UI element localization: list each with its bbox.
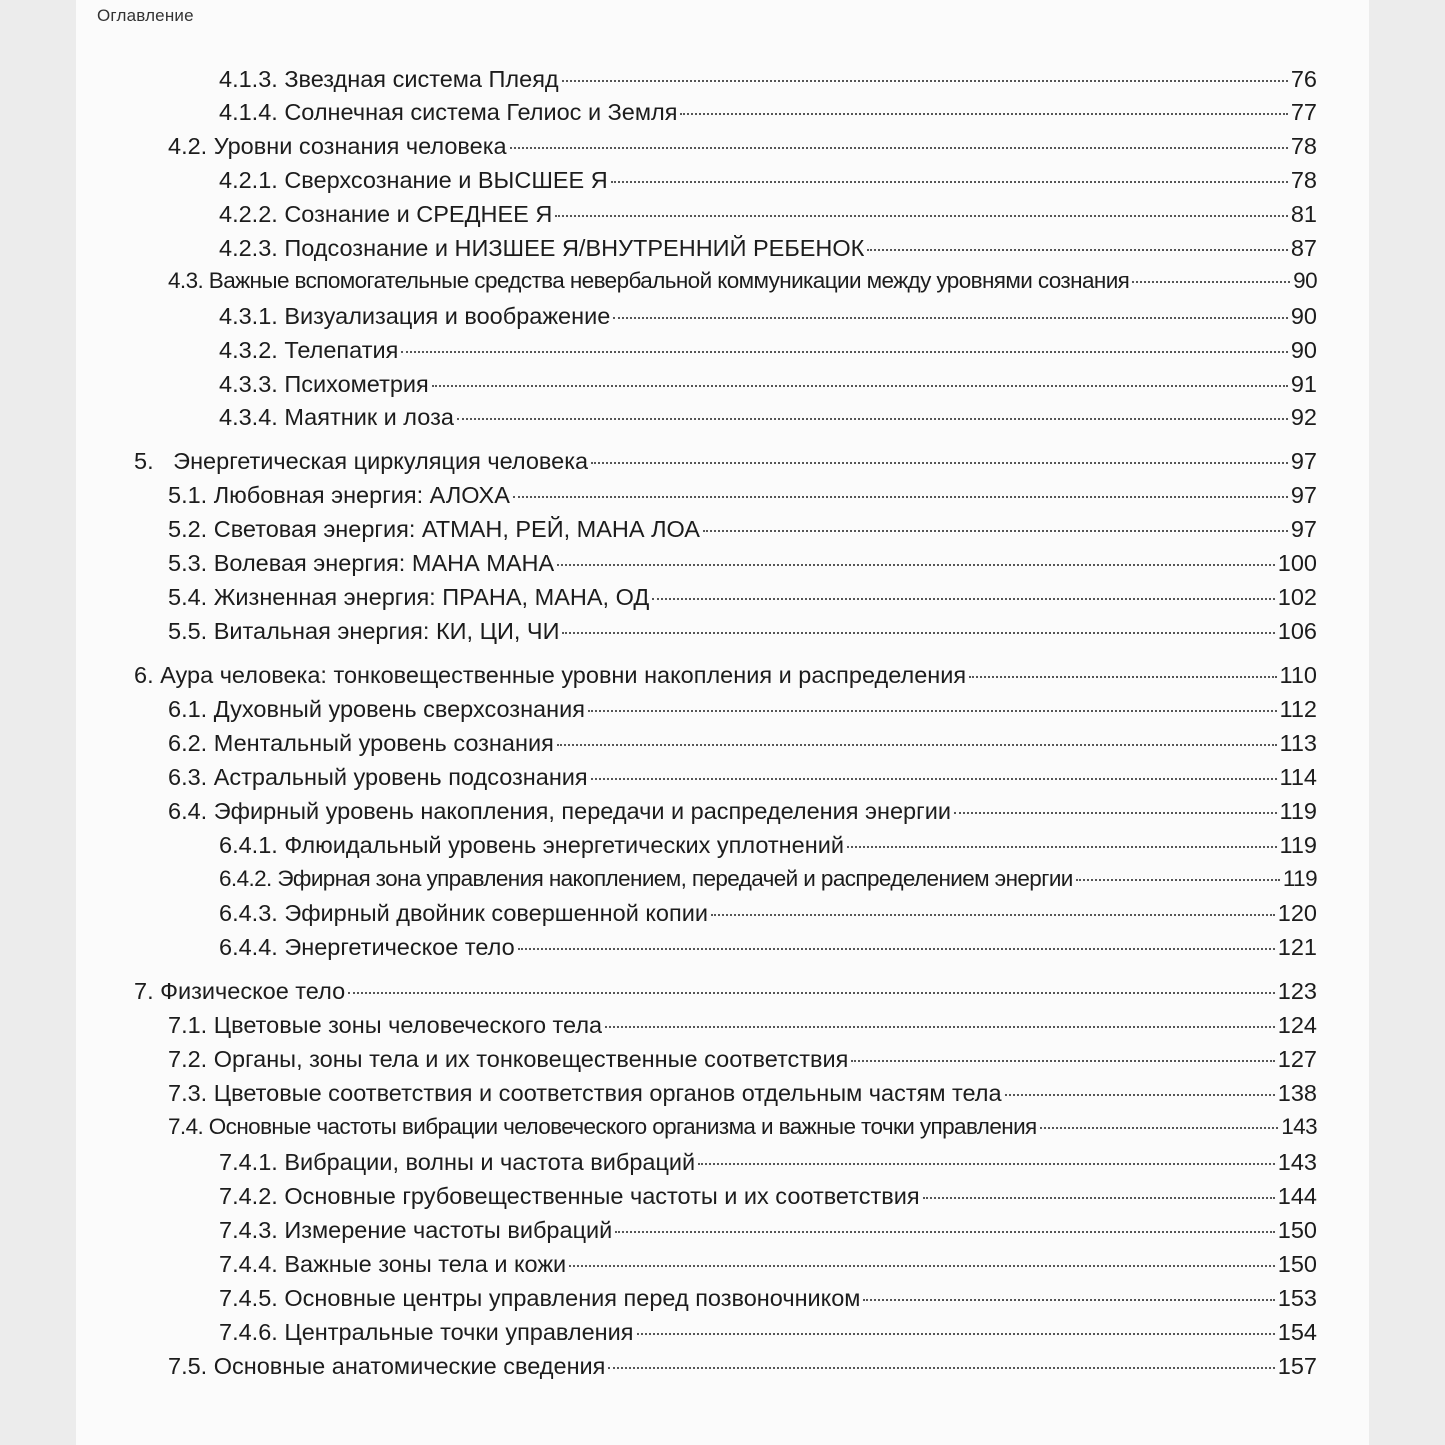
dot-leader: [1040, 1126, 1279, 1129]
toc-entry-title: 6.2. Ментальный уровень сознания: [168, 730, 554, 756]
dot-leader: [711, 913, 1275, 916]
toc-entry-title: 7.4.4. Важные зоны тела и кожи: [219, 1251, 567, 1277]
dot-leader: [348, 991, 1275, 994]
toc-entry: [219, 96, 1317, 128]
toc-entry: [168, 130, 1317, 162]
toc-entry: [168, 1009, 1317, 1041]
toc-entry: [168, 727, 1317, 759]
toc-entry-title: 4.3.4. Маятник и лоза: [219, 404, 454, 430]
toc-entry: [219, 164, 1317, 196]
toc-entry-page: 121: [1277, 934, 1317, 960]
toc-entry-page: 92: [1290, 404, 1317, 430]
dot-leader: [605, 1025, 1275, 1028]
toc-entry-title: 7.4.2. Основные грубовещественные частоты и их соответствия: [219, 1183, 920, 1209]
toc-entry-title: 7.2. Органы, зоны тела и их тонковещественные соответствия: [168, 1046, 849, 1072]
toc-entry-page: 154: [1277, 1319, 1317, 1345]
dot-leader: [562, 631, 1274, 634]
dot-leader: [401, 350, 1288, 353]
toc-entry-page: 157: [1277, 1353, 1317, 1379]
toc-entry-page: 119: [1279, 798, 1317, 824]
dot-leader: [615, 1230, 1275, 1233]
toc-entry-title: 7.4.6. Центральные точки управления: [219, 1319, 634, 1345]
toc-entry: [168, 513, 1317, 545]
toc-entry: [219, 1248, 1317, 1280]
toc-entry-page: 153: [1277, 1285, 1317, 1311]
dot-leader: [510, 146, 1288, 149]
toc-entry: [168, 1077, 1317, 1109]
toc-entry-page: 90: [1290, 303, 1317, 329]
toc-entry-page: 97: [1290, 448, 1317, 474]
toc-entry-page: 102: [1277, 584, 1317, 610]
dot-leader: [680, 112, 1287, 115]
toc-entry-title: 4.3.3. Психометрия: [219, 371, 429, 397]
dot-leader: [698, 1162, 1275, 1165]
toc-entry-title: 6.4. Эфирный уровень накопления, передачи и распределения энергии: [168, 798, 951, 824]
toc-entry-title: 6.4.3. Эфирный двойник совершенной копии: [219, 900, 708, 926]
toc-entry-page: 76: [1290, 66, 1317, 92]
toc-entry: [219, 368, 1317, 400]
toc-entry: [219, 829, 1317, 861]
toc-entry: [219, 300, 1317, 332]
toc-entry-page: 81: [1290, 201, 1317, 227]
toc-entry-title: 4.3. Важные вспомогательные средства невербальной коммуникации между уровнями сознания: [168, 268, 1130, 293]
dot-leader: [954, 811, 1277, 814]
dot-leader: [637, 1332, 1275, 1335]
toc-entry-title: 6.4.2. Эфирная зона управления накоплением, передачей и распределением энергии: [219, 866, 1073, 891]
toc-entry-page: 87: [1290, 235, 1317, 261]
toc-entry-title: 5. Энергетическая циркуляция человека: [134, 448, 589, 474]
toc-entry-title: 7. Физическое тело: [134, 978, 346, 1004]
toc-entry-page: 78: [1290, 167, 1317, 193]
toc-entry-title: 5.2. Световая энергия: АТМАН, РЕЙ, МАНА ЛОА: [168, 516, 700, 542]
toc-entry-page: 91: [1290, 371, 1317, 397]
toc-entry: [219, 334, 1317, 366]
toc-entry-page: 119: [1282, 866, 1317, 891]
dot-leader: [608, 1366, 1274, 1369]
toc-entry: [219, 63, 1317, 95]
toc-entry-page: 150: [1277, 1217, 1317, 1243]
toc-entry-title: 7.4. Основные частоты вибрации человеческого организма и важные точки управления: [168, 1114, 1037, 1139]
toc-entry: [168, 1043, 1317, 1075]
dot-leader: [518, 947, 1275, 950]
dot-leader: [557, 563, 1275, 566]
dot-leader: [923, 1196, 1275, 1199]
toc-entry-page: 77: [1290, 99, 1317, 125]
dot-leader: [611, 180, 1288, 183]
dot-leader: [569, 1264, 1275, 1267]
toc-entry: [219, 863, 1317, 895]
toc-entry-title: 5.4. Жизненная энергия: ПРАНА, МАНА, ОД: [168, 584, 650, 610]
dot-leader: [588, 709, 1277, 712]
toc-entry-title: 6.4.4. Энергетическое тело: [219, 934, 515, 960]
toc-entry: [219, 1316, 1317, 1348]
toc-entry-page: 143: [1281, 1114, 1317, 1139]
toc-entry-page: 112: [1279, 696, 1317, 722]
toc-entry-title: 4.1.3. Звездная система Плеяд: [219, 66, 559, 92]
dot-leader: [1005, 1093, 1275, 1096]
toc-entry: [219, 401, 1317, 433]
toc-entry: [219, 1180, 1317, 1212]
toc-entry-title: 4.2.2. Сознание и СРЕДНЕЕ Я: [219, 201, 553, 227]
toc-entry-title: 6. Аура человека: тонковещественные уровни накопления и распределения: [134, 662, 967, 688]
toc-entry: [168, 265, 1317, 297]
dot-leader: [557, 743, 1277, 746]
toc-entry: [168, 581, 1317, 613]
dot-leader: [513, 495, 1288, 498]
dot-leader: [1132, 280, 1290, 283]
toc-entry-title: 4.3.1. Визуализация и воображение: [219, 303, 611, 329]
toc-entry: [219, 1214, 1317, 1246]
toc-entry-page: 114: [1279, 764, 1317, 790]
toc-entry-title: 7.3. Цветовые соответствия и соответствия органов отдельным частям тела: [168, 1080, 1002, 1106]
toc-entry-page: 124: [1277, 1012, 1317, 1038]
dot-leader: [847, 845, 1277, 848]
dot-leader: [969, 675, 1276, 678]
toc-entry-page: 113: [1279, 730, 1317, 756]
toc-entry: [134, 445, 1317, 477]
toc-entry: [219, 198, 1317, 230]
dot-leader: [613, 316, 1288, 319]
toc-entry: [168, 693, 1317, 725]
toc-entry: [219, 1282, 1317, 1314]
toc-entry: [168, 761, 1317, 793]
toc-entry-page: 110: [1279, 662, 1317, 688]
dot-leader: [863, 1298, 1274, 1301]
toc-entry: [134, 659, 1317, 691]
dot-leader: [851, 1059, 1274, 1062]
toc-entry: [219, 897, 1317, 929]
toc-entry: [168, 1350, 1317, 1382]
dot-leader: [432, 384, 1288, 387]
toc-entry-title: 4.2.3. Подсознание и НИЗШЕЕ Я/ВНУТРЕННИЙ РЕБЕНОК: [219, 235, 865, 261]
dot-leader: [591, 777, 1277, 780]
dot-leader: [457, 417, 1288, 420]
toc-entry-title: 7.5. Основные анатомические сведения: [168, 1353, 606, 1379]
toc-entry-title: 4.3.2. Телепатия: [219, 337, 399, 363]
toc-entry-page: 90: [1290, 337, 1317, 363]
toc-entry: [168, 795, 1317, 827]
toc-entry: [168, 1111, 1317, 1143]
toc-entry: [168, 615, 1317, 647]
toc-entry-title: 5.1. Любовная энергия: АЛОХА: [168, 482, 510, 508]
toc-entry-page: 150: [1277, 1251, 1317, 1277]
toc-entry-page: 119: [1279, 832, 1317, 858]
toc-entry-page: 123: [1277, 978, 1317, 1004]
page-header: Оглавление: [97, 6, 194, 25]
dot-leader: [555, 214, 1288, 217]
toc-entry: [219, 232, 1317, 264]
toc-entry-page: 143: [1277, 1149, 1317, 1175]
toc-entry-page: 97: [1290, 482, 1317, 508]
dot-leader: [1076, 878, 1280, 881]
toc-entry-title: 5.3. Волевая энергия: МАНА МАНА: [168, 550, 555, 576]
toc-entry-page: 120: [1277, 900, 1317, 926]
dot-leader: [652, 597, 1275, 600]
dot-leader: [562, 79, 1288, 82]
toc-entry-title: 7.1. Цветовые зоны человеческого тела: [168, 1012, 603, 1038]
dot-leader: [703, 529, 1288, 532]
toc-entry: [168, 479, 1317, 511]
toc-entry-title: 5.5. Витальная энергия: КИ, ЦИ, ЧИ: [168, 618, 560, 644]
toc-entry-title: 7.4.1. Вибрации, волны и частота вибраций: [219, 1149, 696, 1175]
toc-entry-page: 90: [1293, 268, 1317, 293]
toc-entry-page: 144: [1277, 1183, 1317, 1209]
toc-entry-title: 6.1. Духовный уровень сверхсознания: [168, 696, 585, 722]
dot-leader: [867, 248, 1287, 251]
toc-entry-page: 138: [1277, 1080, 1317, 1106]
toc-entry-page: 106: [1277, 618, 1317, 644]
toc-entry: [219, 1146, 1317, 1178]
toc-entry: [134, 975, 1317, 1007]
toc-entry-page: 97: [1290, 516, 1317, 542]
toc-entry-title: 7.4.5. Основные центры управления перед позвоночником: [219, 1285, 861, 1311]
toc-entry-title: 4.2.1. Сверхсознание и ВЫСШЕЕ Я: [219, 167, 608, 193]
toc-entry-page: 78: [1290, 133, 1317, 159]
toc-entry: [219, 931, 1317, 963]
dot-leader: [591, 461, 1288, 464]
toc-entry: [168, 547, 1317, 579]
toc-entry-title: 4.2. Уровни сознания человека: [168, 133, 507, 159]
toc-entry-title: 7.4.3. Измерение частоты вибраций: [219, 1217, 613, 1243]
toc-entry-page: 100: [1277, 550, 1317, 576]
toc-entry-title: 4.1.4. Солнечная система Гелиос и Земля: [219, 99, 678, 125]
toc-entry-page: 127: [1277, 1046, 1317, 1072]
toc-entry-title: 6.3. Астральный уровень подсознания: [168, 764, 588, 790]
toc-entry-title: 6.4.1. Флюидальный уровень энергетических уплотнений: [219, 832, 844, 858]
